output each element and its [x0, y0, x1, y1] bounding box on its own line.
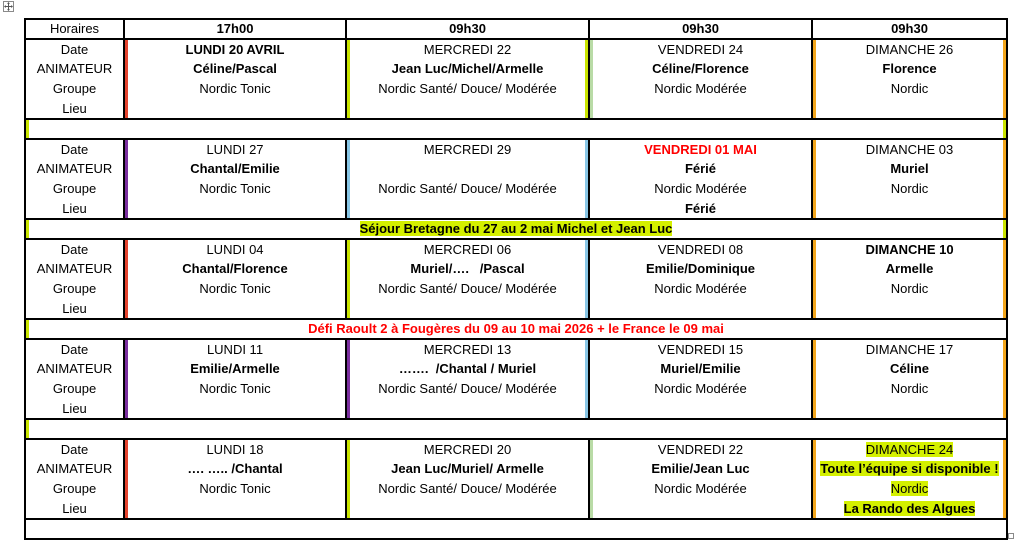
- week-2-lundi-animateur[interactable]: Chantal/Emilie: [124, 159, 346, 179]
- week-3-lieu-label[interactable]: Lieu: [25, 299, 124, 319]
- week-3-vendredi-groupe[interactable]: Nordic Modérée: [589, 279, 812, 299]
- week-5-lieu-label[interactable]: Lieu: [25, 499, 124, 519]
- week-5-note-cell[interactable]: [25, 519, 1007, 539]
- week-5-dimanche-lieu[interactable]: [812, 499, 1007, 519]
- week-3-lieu-row: [25, 299, 1007, 319]
- week-3-animateur-row: [25, 259, 1007, 279]
- week-2-mercredi-lieu[interactable]: [346, 199, 589, 219]
- week-4-note-row: [25, 419, 1007, 439]
- week-5-animateur-label[interactable]: ANIMATEUR: [25, 459, 124, 479]
- week-4-lieu-label[interactable]: Lieu: [25, 399, 124, 419]
- week-4-note-cell[interactable]: [25, 419, 1007, 439]
- week-4-vendredi-date[interactable]: VENDREDI 15: [589, 339, 812, 359]
- week-4-vendredi-lieu[interactable]: [589, 399, 812, 419]
- week-1-mercredi-date[interactable]: MERCREDI 22: [346, 39, 589, 59]
- week-1-lundi-lieu[interactable]: [124, 99, 346, 119]
- week-3-vendredi-lieu[interactable]: [589, 299, 812, 319]
- week-1-vendredi-lieu[interactable]: [589, 99, 812, 119]
- sejour-bretagne-note: Séjour Bretagne du 27 au 2 mai Michel et Jean Luc: [359, 221, 673, 236]
- week-4-dimanche-date[interactable]: DIMANCHE 17: [812, 339, 1007, 359]
- week-2-note-cell[interactable]: [25, 219, 1007, 239]
- week-2-animateur-row: [25, 159, 1007, 179]
- week-1-lieu-label[interactable]: Lieu: [25, 99, 124, 119]
- week-1-groupe-row: [25, 79, 1007, 99]
- week-2-vendredi-lieu[interactable]: Férié: [589, 199, 812, 219]
- week-1-dimanche-groupe[interactable]: Nordic: [812, 79, 1007, 99]
- week-4-groupe-label[interactable]: Groupe: [25, 379, 124, 399]
- week-5-lundi-animateur[interactable]: …. ….. /Chantal: [124, 459, 346, 479]
- week-1-vendredi-animateur[interactable]: Céline/Florence: [589, 59, 812, 79]
- week-5-dimanche-date-text: DIMANCHE 24: [865, 441, 954, 457]
- week-5-dimanche-lieu-text: La Rando des Algues: [843, 500, 976, 516]
- week-5-note-row: [25, 519, 1007, 539]
- week-5-lundi-lieu[interactable]: [124, 499, 346, 519]
- week-5-animateur-row: [25, 459, 1007, 479]
- week-1-mercredi-animateur[interactable]: Jean Luc/Michel/Armelle: [346, 59, 589, 79]
- week-4-animateur-label[interactable]: ANIMATEUR: [25, 359, 124, 379]
- week-2-groupe-label[interactable]: Groupe: [25, 179, 124, 199]
- week-2-note-row: [25, 219, 1007, 239]
- week-3-mercredi-date[interactable]: MERCREDI 06: [346, 239, 589, 259]
- week-1-note-row: [25, 119, 1007, 139]
- week-4-dimanche-animateur[interactable]: Céline: [812, 359, 1007, 379]
- week-3-note-row: [25, 319, 1007, 339]
- week-1-dimanche-lieu[interactable]: [812, 99, 1007, 119]
- week-4-lundi-date[interactable]: LUNDI 11: [124, 339, 346, 359]
- week-3-lundi-date[interactable]: LUNDI 04: [124, 239, 346, 259]
- week-1-date-row: [25, 39, 1007, 59]
- week-4-lundi-lieu[interactable]: [124, 399, 346, 419]
- week-5-lundi-date[interactable]: LUNDI 18: [124, 439, 346, 459]
- table-move-handle-icon[interactable]: [3, 1, 14, 12]
- week-4-lundi-groupe[interactable]: Nordic Tonic: [124, 379, 346, 399]
- week-3-vendredi-animateur[interactable]: Emilie/Dominique: [589, 259, 812, 279]
- week-4-dimanche-groupe[interactable]: Nordic: [812, 379, 1007, 399]
- week-1-vendredi-groupe[interactable]: Nordic Modérée: [589, 79, 812, 99]
- week-5-vendredi-lieu[interactable]: [589, 499, 812, 519]
- week-1-mercredi-groupe[interactable]: Nordic Santé/ Douce/ Modérée: [346, 79, 589, 99]
- week-4-lieu-row: [25, 399, 1007, 419]
- week-4-mercredi-lieu[interactable]: [346, 399, 589, 419]
- week-2-dimanche-date[interactable]: DIMANCHE 03: [812, 139, 1007, 159]
- week-3-mercredi-animateur[interactable]: Muriel/…. /Pascal: [346, 259, 589, 279]
- week-2-lundi-lieu[interactable]: [124, 199, 346, 219]
- week-2-vendredi-animateur[interactable]: Férié: [589, 159, 812, 179]
- week-1-animateur-row: [25, 59, 1007, 79]
- week-2-vendredi-groupe[interactable]: Nordic Modérée: [589, 179, 812, 199]
- week-5-vendredi-animateur[interactable]: Emilie/Jean Luc: [589, 459, 812, 479]
- week-5-lundi-groupe[interactable]: Nordic Tonic: [124, 479, 346, 499]
- header-time-dimanche[interactable]: 09h30: [812, 19, 1007, 39]
- header-row: [25, 19, 1007, 39]
- week-4-animateur-row: [25, 359, 1007, 379]
- week-3-dimanche-lieu[interactable]: [812, 299, 1007, 319]
- week-1-lundi-date[interactable]: LUNDI 20 AVRIL: [124, 39, 346, 59]
- header-horaires-cell[interactable]: Horaires: [25, 19, 124, 39]
- week-2-groupe-row: [25, 179, 1007, 199]
- week-5-dimanche-animateur[interactable]: [812, 459, 1007, 479]
- week-4-dimanche-lieu[interactable]: [812, 399, 1007, 419]
- header-time-mercredi[interactable]: 09h30: [346, 19, 589, 39]
- header-time-vendredi[interactable]: 09h30: [589, 19, 812, 39]
- week-5-groupe-row: [25, 479, 1007, 499]
- week-1-vendredi-date[interactable]: VENDREDI 24: [589, 39, 812, 59]
- header-time-lundi[interactable]: 17h00: [124, 19, 346, 39]
- week-5-mercredi-lieu[interactable]: [346, 499, 589, 519]
- week-3-groupe-label[interactable]: Groupe: [25, 279, 124, 299]
- week-2-lieu-label[interactable]: Lieu: [25, 199, 124, 219]
- week-2-mercredi-date[interactable]: MERCREDI 29: [346, 139, 589, 159]
- week-5-vendredi-groupe[interactable]: Nordic Modérée: [589, 479, 812, 499]
- week-4-vendredi-animateur[interactable]: Muriel/Emilie: [589, 359, 812, 379]
- week-5-dimanche-animateur-text: Toute l’équipe si disponible !: [820, 461, 999, 476]
- week-1-lundi-animateur[interactable]: Céline/Pascal: [124, 59, 346, 79]
- week-2-animateur-label[interactable]: ANIMATEUR: [25, 159, 124, 179]
- week-4-groupe-row: [25, 379, 1007, 399]
- week-3-animateur-label[interactable]: ANIMATEUR: [25, 259, 124, 279]
- week-1-dimanche-animateur[interactable]: Florence: [812, 59, 1007, 79]
- week-5-dimanche-groupe[interactable]: [812, 479, 1007, 499]
- week-5-date-label[interactable]: Date: [25, 439, 124, 459]
- week-5-lieu-row: [25, 499, 1007, 519]
- week-1-animateur-label[interactable]: ANIMATEUR: [25, 59, 124, 79]
- week-2-vendredi-date[interactable]: VENDREDI 01 MAI: [589, 139, 812, 159]
- week-4-mercredi-animateur[interactable]: ……. /Chantal / Muriel: [346, 359, 589, 379]
- week-2-lieu-row: [25, 199, 1007, 219]
- week-2-lundi-date[interactable]: LUNDI 27: [124, 139, 346, 159]
- week-3-vendredi-date[interactable]: VENDREDI 08: [589, 239, 812, 259]
- table-resize-handle-icon[interactable]: [1008, 533, 1014, 539]
- week-4-date-row: [25, 339, 1007, 359]
- week-3-lundi-groupe[interactable]: Nordic Tonic: [124, 279, 346, 299]
- week-5-mercredi-animateur[interactable]: Jean Luc/Muriel/ Armelle: [346, 459, 589, 479]
- week-4-lundi-animateur[interactable]: Emilie/Armelle: [124, 359, 346, 379]
- week-4-mercredi-date[interactable]: MERCREDI 13: [346, 339, 589, 359]
- week-2-dimanche-groupe[interactable]: Nordic: [812, 179, 1007, 199]
- week-2-mercredi-animateur[interactable]: [346, 159, 589, 179]
- week-2-date-label[interactable]: Date: [25, 139, 124, 159]
- week-2-date-row: [25, 139, 1007, 159]
- week-3-mercredi-lieu[interactable]: [346, 299, 589, 319]
- week-1-lundi-groupe[interactable]: Nordic Tonic: [124, 79, 346, 99]
- week-5-vendredi-date[interactable]: VENDREDI 22: [589, 439, 812, 459]
- week-1-lieu-row: [25, 99, 1007, 119]
- week-4-date-label[interactable]: Date: [25, 339, 124, 359]
- week-5-mercredi-date[interactable]: MERCREDI 20: [346, 439, 589, 459]
- week-3-dimanche-groupe[interactable]: Nordic: [812, 279, 1007, 299]
- week-5-mercredi-groupe[interactable]: Nordic Santé/ Douce/ Modérée: [346, 479, 589, 499]
- week-2-lundi-groupe[interactable]: Nordic Tonic: [124, 179, 346, 199]
- week-1-mercredi-lieu[interactable]: [346, 99, 589, 119]
- week-3-mercredi-groupe[interactable]: Nordic Santé/ Douce/ Modérée: [346, 279, 589, 299]
- week-5-dimanche-groupe-text: Nordic: [890, 481, 929, 496]
- week-3-dimanche-date[interactable]: DIMANCHE 10: [812, 239, 1007, 259]
- schedule-table: [24, 18, 1008, 540]
- week-3-groupe-row: [25, 279, 1007, 299]
- week-1-groupe-label[interactable]: Groupe: [25, 79, 124, 99]
- week-3-dimanche-animateur[interactable]: Armelle: [812, 259, 1007, 279]
- week-3-lundi-lieu[interactable]: [124, 299, 346, 319]
- week-3-lundi-animateur[interactable]: Chantal/Florence: [124, 259, 346, 279]
- week-3-date-row: [25, 239, 1007, 259]
- week-5-date-row: [25, 439, 1007, 459]
- week-1-date-label[interactable]: Date: [25, 39, 124, 59]
- week-5-groupe-label[interactable]: Groupe: [25, 479, 124, 499]
- defi-raoult-note[interactable]: Défi Raoult 2 à Fougères du 09 au 10 mai 2026 + le France le 09 mai: [25, 319, 1007, 339]
- week-2-dimanche-animateur[interactable]: Muriel: [812, 159, 1007, 179]
- week-3-date-label[interactable]: Date: [25, 239, 124, 259]
- week-5-dimanche-date[interactable]: [812, 439, 1007, 459]
- week-4-vendredi-groupe[interactable]: Nordic Modérée: [589, 379, 812, 399]
- week-1-dimanche-date[interactable]: DIMANCHE 26: [812, 39, 1007, 59]
- week-1-note-cell[interactable]: [25, 119, 1007, 139]
- week-2-mercredi-groupe[interactable]: Nordic Santé/ Douce/ Modérée: [346, 179, 589, 199]
- week-4-mercredi-groupe[interactable]: Nordic Santé/ Douce/ Modérée: [346, 379, 589, 399]
- week-2-dimanche-lieu[interactable]: [812, 199, 1007, 219]
